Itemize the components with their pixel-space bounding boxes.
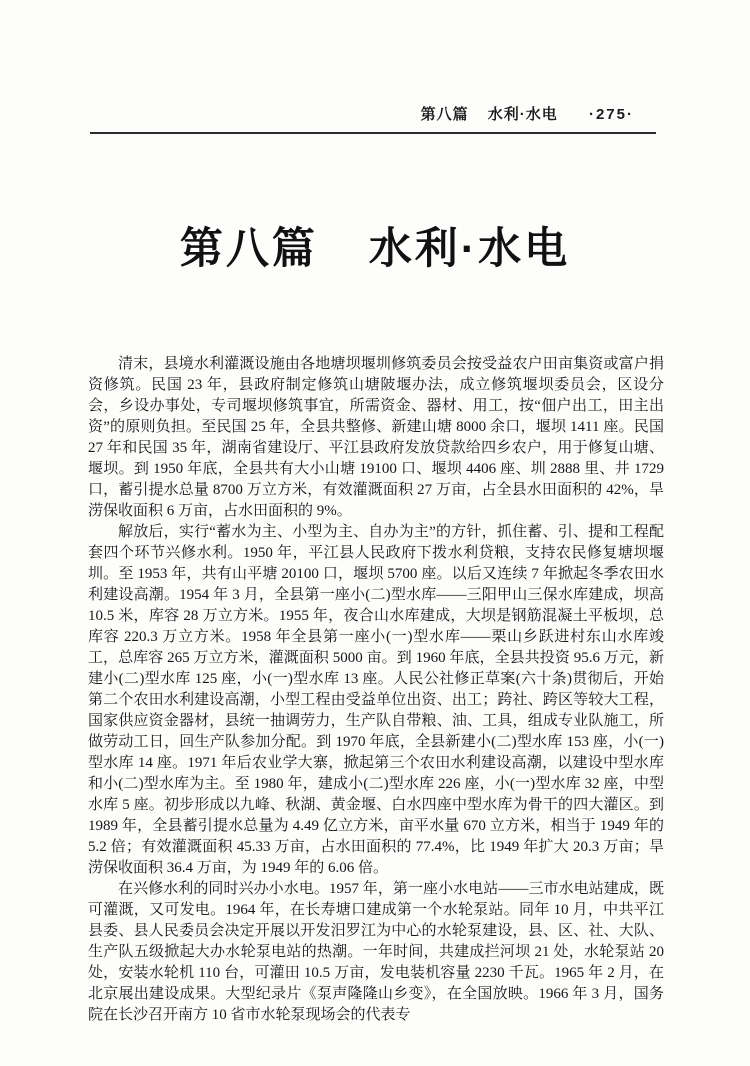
header-rule <box>90 132 656 134</box>
body-text-column <box>88 354 664 1026</box>
body-paragraph: 在兴修水利的同时兴办小水电。1957 年，第一座小水电站——三市水电站建成，既可灌溉，又可发电。1964 年，在长寿塘口建成第一个水轮泵站。同年 10 月，中共平江县委、县人民委员会决定开展以开发汨罗江为中心的水轮泵建设，县、区、社、大队、生产队五级掀起大办水轮泵电站的热潮。一年时间，共建成拦河坝 21 处，水轮泵站 20 处，安装水轮机 110 台，可灌田 10.5 万亩，发电装机容量 2230 千瓦。1965 年 2 月，在北京展出建设成果。大型纪录片《泵声隆隆山乡变》，在全国放映。1966 年 3 月，国务院在长沙召开南方 10 省市水轮泵现场会的代表专 <box>88 881 664 1023</box>
running-header-page-number: ·275· <box>588 106 634 123</box>
body-paragraph: 解放后，实行“蓄水为主、小型为主、自办为主”的方针，抓住蓄、引、提和工程配套四个环节兴修水利。1950 年，平江县人民政府下拨水利贷粮，支持农民修复塘坝堰圳。至 1953 年，共有山平塘 20100 口，堰坝 5700 座。以后又连续 7 年掀起冬季农田水利建设高潮。1954 年 3 月，全县第一座小(二)型水库——三阳甲山三保水库建成，坝高 10.5 米，库容 28 万立方米。1955 年，夜合山水库建成，大坝是钢筋混凝土平板坝，总库容 220.3 万立方米。1958 年全县第一座小(一)型水库——栗山乡跃进村东山水库竣工，总库容 265 万立方米，灌溉面积 5000 亩。到 1960 年底，全县共投资 95.6 万元，新建小(二)型水库 125 座，小(一)型水库 13 座。人民公社修正草案(六十条)贯彻后，开始第二个农田水利建设高潮，小型工程由受益单位出资、出工；跨社、跨区等较大工程，国家供应资金器材，县统一抽调劳力，生产队自带粮、油、工具，组成专业队施工，所做劳动工日，回生产队参加分配。到 1970 年底，全县新建小(二)型水库 153 座，小(一)型水库 14 座。1971 年后农业学大寨，掀起第三个农田水利建设高潮，以建设中型水库和小(二)型水库为主。至 1980 年，建成小(二)型水库 226 座，小(一)型水库 32 座，中型水库 5 座。初步形成以九峰、秋湖、黄金堰、白水四座中型水库为骨干的四大灌区。到 1989 年，全县蓄引提水总量为 4.49 亿立方米，亩平水量 670 立方米，相当于 1949 年的 5.2 倍；有效灌溉面积 45.33 万亩，占水田面积的 77.4%，比 1949 年扩大 20.3 万亩；旱涝保收面积 36.4 万亩，为 1949 年的 6.06 倍。 <box>88 524 664 876</box>
running-header <box>90 103 656 124</box>
chapter-title-chapter: 水利·水电 <box>368 225 571 273</box>
chapter-title <box>0 224 750 274</box>
running-header-section: 第八篇 <box>420 106 469 123</box>
running-header-chapter: 水利·水电 <box>487 106 558 123</box>
chapter-title-section: 第八篇 <box>179 225 318 273</box>
body-paragraph: 清末，县境水利灌溉设施由各地塘坝堰圳修筑委员会按受益农户田亩集资或富户捐资修筑。民国 23 年，县政府制定修筑山塘陂堰办法，成立修筑堰坝委员会，区设分会，乡设办事处，专司堰坝修筑事宜，所需资金、器材、用工，按“佃户出工，田主出资”的原则负担。至民国 25 年，全县共整修、新建山塘 8000 余口，堰坝 1411 座。民国 27 年和民国 35 年，湖南省建设厅、平江县政府发放贷款给四乡农户，用于修复山塘、堰坝。到 1950 年底，全县共有大小山塘 19100 口、堰坝 4406 座、圳 2888 里、井 1729 口，蓄引提水总量 8700 万立方米，有效灌溉面积 27 万亩，占全县水田面积的 42%，旱涝保收面积 6 万亩，占水田面积的 9%。 <box>88 356 664 519</box>
